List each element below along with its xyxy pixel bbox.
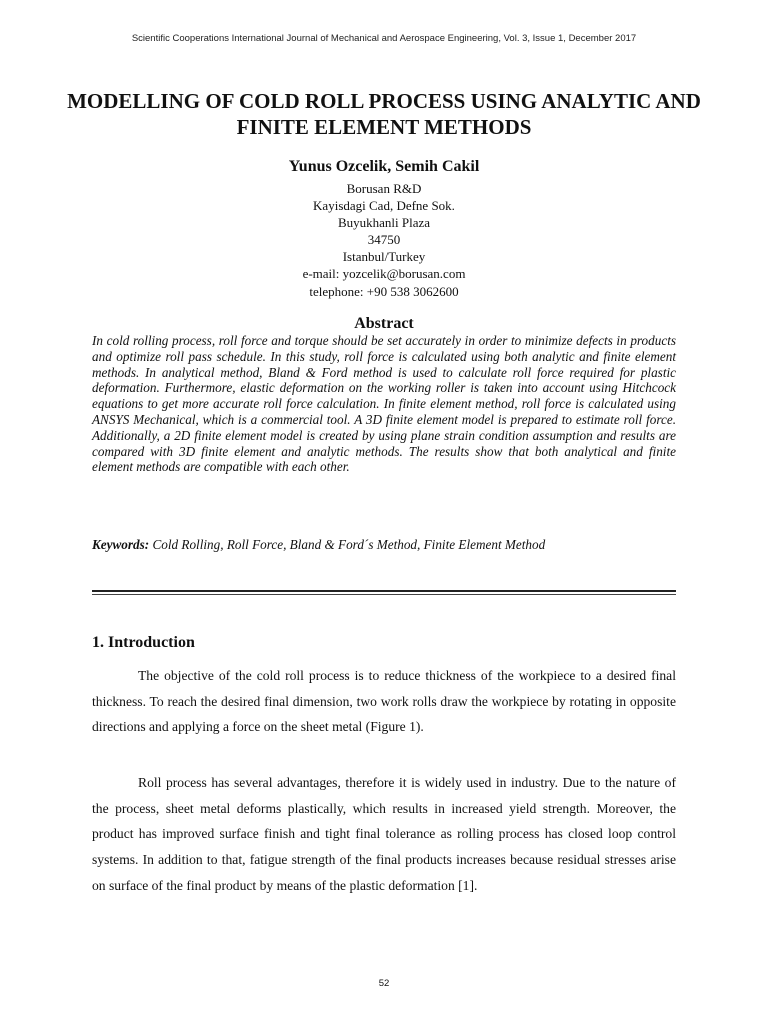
- section-heading-introduction: 1. Introduction: [92, 634, 195, 651]
- keywords: [92, 537, 692, 553]
- intro-paragraph-2: Roll process has several advantages, therefore it is widely used in industry. Due to the nature of the process, sheet metal deforms plastically, which results in increased yield strength. Moreover, the product has improved surface finish and tight final tolerance as rolling process has closed loop control systems. In addition to that, fatigue strength of the final products increases because residual stresses arise on surface of the final product by means of the plastic deformation [1].: [92, 775, 676, 893]
- affiliation-email: e-mail: yozcelik@borusan.com: [302, 266, 466, 282]
- intro-paragraph-1: The objective of the cold roll process is to reduce thickness of the workpiece to a desired final thickness. To reach the desired final dimension, two work rolls draw the workpiece by rotating in opposite directions and applying a force on the sheet metal (Figure 1).: [92, 668, 676, 735]
- abstract-heading: Abstract: [354, 315, 414, 332]
- affiliation-street: Kayisdagi Cad, Defne Sok.: [313, 198, 455, 214]
- journal-header: Scientific Cooperations International Journal of Mechanical and Aerospace Engineering, Vol. 3, Issue 1, December 2017: [131, 33, 637, 44]
- affiliation-city: Istanbul/Turkey: [342, 249, 426, 265]
- paper-title: MODELLING OF COLD ROLL PROCESS USING ANALYTIC AND FINITE ELEMENT METHODS: [67, 89, 701, 139]
- affiliation-org: Borusan R&D: [346, 181, 422, 196]
- page-number: 52: [378, 978, 390, 989]
- affiliation-block: [0, 180, 768, 300]
- section-divider-thick: [92, 590, 676, 592]
- affiliation-building: Buyukhanli Plaza: [337, 215, 431, 231]
- keywords-label: Keywords:: [92, 537, 150, 552]
- authors: Yunus Ozcelik, Semih Cakil: [288, 158, 480, 175]
- keywords-text: Cold Rolling, Roll Force, Bland & Ford´s Method, Finite Element Method: [149, 537, 546, 552]
- affiliation-postcode: 34750: [367, 232, 401, 248]
- abstract-text: In cold rolling process, roll force and torque should be set accurately in order to minimize defects in products and optimize roll pass schedule. In this study, roll force is calculated using both analytic and finite element methods. In analytical method, Bland & Ford method is used to calculate roll force required for plastic deformation. Furthermore, elastic deformation on the working roller is taken into account using Hitchcock equations to get more accurate roll force calculation. In finite element method, roll force is calculated using ANSYS Mechanical, which is a commercial tool. A 3D finite element model is prepared to estimate roll force. Additionally, a 2D finite element model is created by using plane strain condition assumption and results are compared with 3D finite element and analytic methods. The results show that both analytical and finite element methods are compatible with each other.: [92, 333, 676, 475]
- section-divider-thin: [92, 594, 676, 595]
- affiliation-telephone: telephone: +90 538 3062600: [309, 283, 459, 299]
